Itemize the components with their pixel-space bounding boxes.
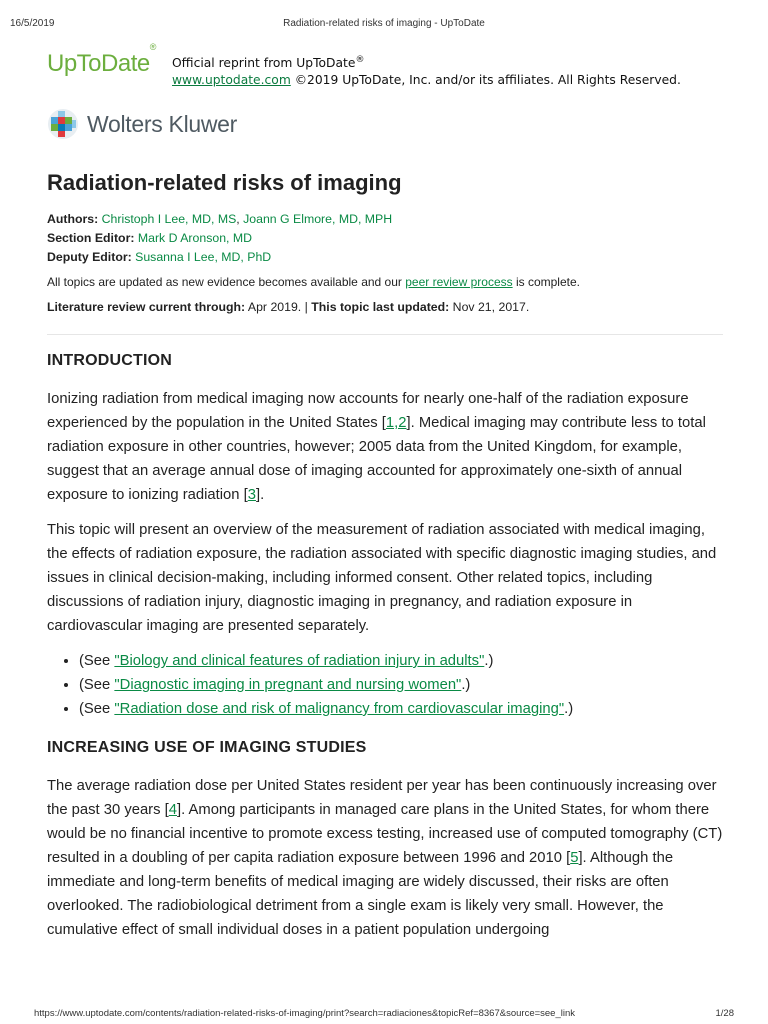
uptodate-logo-mark: ® (149, 42, 156, 52)
author-link-elmore[interactable]: Joann G Elmore, MD, MPH (243, 212, 393, 226)
deputy-editor-label: Deputy Editor: (47, 250, 132, 264)
literature-review-line (47, 300, 723, 314)
print-page-title: Radiation-related risks of imaging - UpToDate (283, 18, 485, 29)
paragraph-text: ]. (255, 487, 265, 503)
reprint-line: Official reprint from UpToDate (172, 56, 356, 71)
paragraph-text: ]. Among participants in managed care plans in the United States, for whom there would be no financial incentive to promote excess testing, increased use of computed tomography (CT) resulted in a doubling of per capita radiation exposure between 1996 and 2010 [ (47, 802, 723, 866)
list-item-prefix: (See (79, 677, 115, 693)
list-item (79, 697, 723, 721)
section-editor-label: Section Editor: (47, 231, 135, 245)
print-url: https://www.uptodate.com/contents/radiation-related-risks-of-imaging/print?search=radiaciones&topicRef=8367&source=see_link (34, 1008, 575, 1019)
literature-review-label: Literature review current through: (47, 300, 246, 314)
list-item-prefix: (See (79, 701, 115, 717)
copyright-text: ©2019 UpToDate, Inc. and/or its affiliates. All Rights Reserved. (290, 73, 681, 88)
intro-paragraph-2: This topic will present an overview of the measurement of radiation associated with medical imaging, the effects of radiation exposure, the radiation associated with specific diagnostic imaging studies, and issues in clinical decision-making, including informed consent. Other related topics, including discussions of radiation injury, diagnostic imaging in pregnancy, and radiation exposure in cardiovascular imaging are presented separately. (47, 522, 717, 634)
intro-paragraph-1 (47, 387, 723, 507)
registered-mark: ® (355, 55, 365, 65)
last-updated-value: Nov 21, 2017. (449, 300, 530, 314)
list-item-suffix: .) (461, 677, 471, 693)
see-link-pregnancy-imaging[interactable]: "Diagnostic imaging in pregnant and nursing women" (114, 677, 462, 693)
list-item-suffix: .) (564, 701, 574, 717)
divider (47, 334, 723, 335)
update-note (47, 275, 723, 289)
print-date: 16/5/2019 (10, 18, 55, 29)
paragraph-text: Ionizing radiation from medical imaging now accounts for nearly one-half of the radiation exposure experienced by the population in the United States [ (47, 391, 689, 431)
list-item (79, 673, 723, 697)
list-item-suffix: .) (484, 653, 494, 669)
publisher-name: Wolters Kluwer (87, 111, 238, 137)
uptodate-site-link[interactable]: www.uptodate.com (172, 73, 291, 88)
list-item-prefix: (See (79, 653, 115, 669)
reference-link[interactable]: 5 (570, 850, 579, 866)
see-also-list (47, 649, 723, 721)
increasing-paragraph-1 (47, 774, 723, 942)
paragraph-text: The average radiation dose per United States resident per year has been continuously increasing over the past 30 years [ (47, 778, 717, 818)
paragraph-text: ]. Medical imaging may contribute less to total radiation exposure in other countries, however; 2005 data from the United Kingdom, for example, suggest that an average annual dose of imaging accounted for approximately one-sixth of annual exposure to ionizing radiation [ (47, 415, 706, 503)
update-note-text: All topics are updated as new evidence becomes available and our (47, 275, 406, 289)
article-content (47, 170, 723, 953)
update-note-end: is complete. (512, 275, 580, 289)
reference-link[interactable]: 4 (168, 802, 177, 818)
article-credits: Authors: Christoph I Lee, MD, MS, Joann G Elmore, MD, MPH Section Editor: Mark D Aronson, MD Deputy Editor: Susanna I Lee, MD, PhD (47, 212, 393, 264)
last-updated-label: This topic last updated: (311, 300, 450, 314)
list-item (79, 649, 723, 673)
reference-link[interactable]: 3 (247, 487, 256, 503)
article-title: Radiation-related risks of imaging (47, 170, 402, 195)
wolters-kluwer-logo-icon (47, 108, 79, 140)
paragraph-text: ]. Although the immediate and long-term benefits of medical imaging are widely discussed, their risks are often overlooked. The radiobiological detriment from a single exam is likely very small. However, the cumulative effect of small individual doses in a patient population undergoing (47, 850, 674, 938)
authors-label: Authors: (47, 212, 99, 226)
uptodate-logo[interactable] (47, 42, 156, 78)
section-heading-introduction: INTRODUCTION (47, 352, 173, 369)
section-heading-increasing-use: INCREASING USE OF IMAGING STUDIES (47, 739, 367, 756)
see-link-cardiovascular-imaging[interactable]: "Radiation dose and risk of malignancy from cardiovascular imaging" (114, 701, 565, 717)
print-header (0, 8, 768, 29)
peer-review-link[interactable]: peer review process (405, 275, 513, 289)
see-link-radiation-injury[interactable]: "Biology and clinical features of radiation injury in adults" (114, 653, 485, 669)
uptodate-logo-text: UpToDate (47, 50, 150, 77)
author-link-lee[interactable]: Christoph I Lee, MD, MS (101, 212, 237, 226)
deputy-editor-link[interactable]: Susanna I Lee, MD, PhD (135, 250, 272, 264)
reprint-notice (172, 52, 681, 89)
brand-row (47, 42, 737, 90)
reference-link[interactable]: 1,2 (385, 415, 407, 431)
page-number: 1/28 (715, 1008, 734, 1019)
literature-review-value: Apr 2019. | (245, 300, 312, 314)
section-editor-link[interactable]: Mark D Aronson, MD (137, 231, 252, 245)
